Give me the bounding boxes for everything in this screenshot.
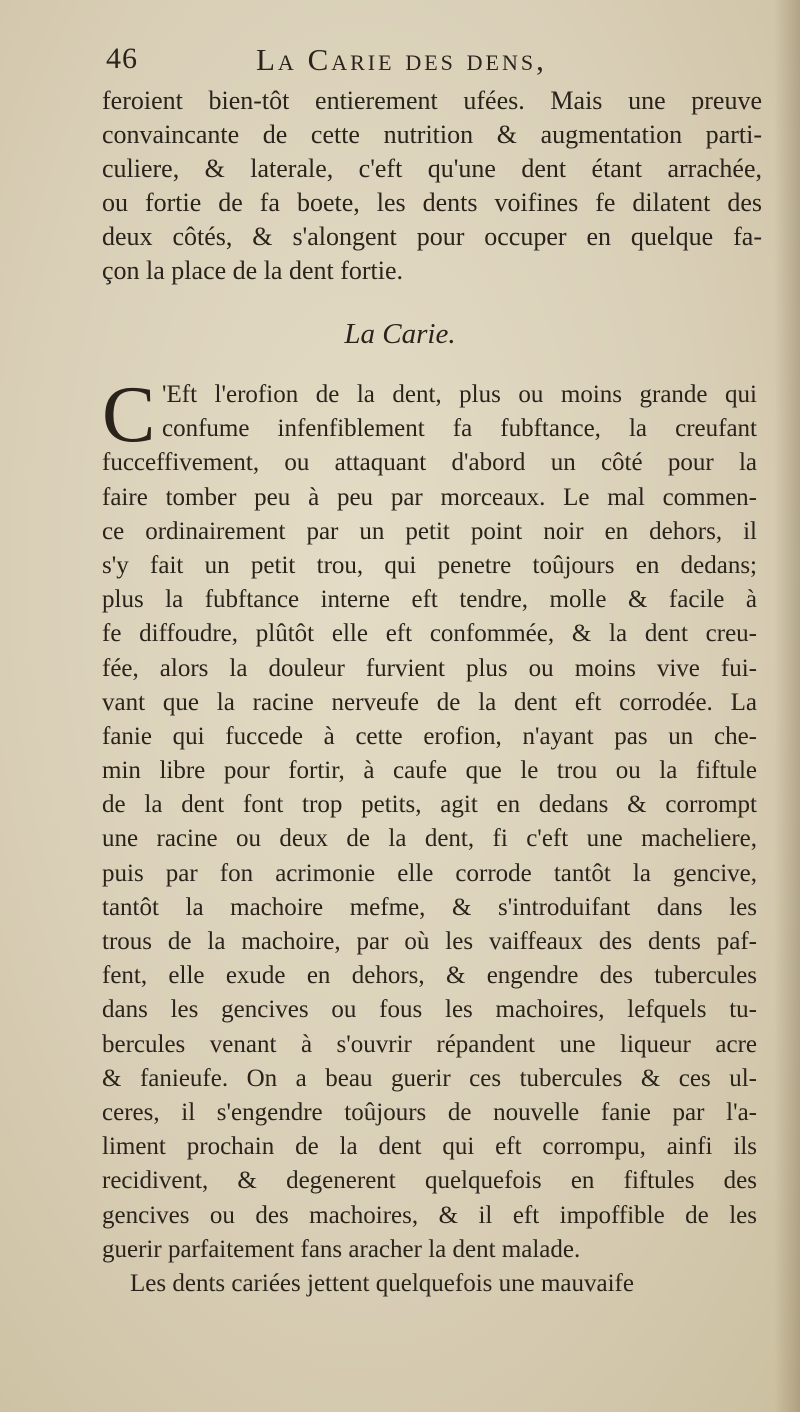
text-line: fucceffivement, ou attaquant d'abord un côté pour la: [102, 449, 757, 477]
text-line: confume infenfiblement fa fubftance, la creufant: [162, 415, 757, 443]
text-line: & fanieufe. On a beau guerir ces tubercules & ces ul-: [102, 1064, 757, 1092]
text-line: gencives ou des machoires, & il eft impoffible de les: [102, 1201, 757, 1229]
text-line: bercules venant à s'ouvrir répandent une liqueur acre: [102, 1030, 757, 1058]
section-heading: La Carie.: [344, 318, 456, 350]
text-line: puis par fon acrimonie elle corrode tantôt la gencive,: [102, 859, 757, 887]
text-line: guerir parfaitement fans aracher la dent malade.: [102, 1235, 581, 1263]
text-line: culiere, & laterale, c'eft qu'une dent étant arrachée,: [102, 154, 762, 183]
text-line: min libre pour fortir, à caufe que le trou ou la fiftule: [102, 757, 757, 785]
text-line: fent, elle exude en dehors, & engendre des tubercules: [102, 962, 757, 990]
text-line: s'y fait un petit trou, qui penetre toûjours en dedans;: [102, 551, 757, 579]
text-line: çon la place de la dent fortie.: [102, 256, 404, 285]
text-line: 'Eft l'erofion de la dent, plus ou moins grande qui: [162, 381, 757, 408]
text-line: une racine ou deux de la dent, fi c'eft une macheliere,: [102, 825, 757, 853]
text-line: ceres, il s'engendre toûjours de nouvelle fanie par l'a-: [102, 1098, 757, 1126]
text-line: deux côtés, & s'alongent pour occuper en quelque fa-: [102, 222, 762, 251]
drop-cap: C: [102, 371, 156, 459]
text-line: ou fortie de fa boete, les dents voifines fe dilatent des: [102, 188, 762, 217]
text-line: convaincante de cette nutrition & augmentation parti-: [102, 120, 762, 149]
text-line: fe diffoudre, plûtôt elle eft confommée, & la dent creu-: [102, 620, 757, 648]
page-edge-shadow: [774, 0, 800, 1412]
text-line: liment prochain de la dent qui eft corrompu, ainfi ils: [102, 1133, 757, 1161]
text-line: plus la fubftance interne eft tendre, molle & facile à: [102, 586, 757, 614]
text-line: trous de la machoire, par où les vaiffeaux des dents paf-: [102, 928, 757, 955]
running-head: [106, 42, 666, 82]
text-line: tantôt la machoire mefme, & s'introduifant dans les: [102, 893, 757, 921]
running-title: La Carie des dens,: [256, 42, 547, 77]
text-line: recidivent, & degenerent quelquefois en fiftules des: [102, 1167, 757, 1195]
text-line: de la dent font trop petits, agit en dedans & corrompt: [102, 791, 757, 819]
page-number: 46: [106, 42, 138, 75]
text-line: fanie qui fuccede à cette erofion, n'ayant pas un che-: [102, 722, 757, 750]
text-line: vant que la racine nerveufe de la dent eft corrodée. La: [102, 688, 757, 716]
text-line: feroient bien-tôt entierement ufées. Mais une preuve: [102, 86, 762, 115]
text-line: faire tomber peu à peu par morceaux. Le mal commen-: [102, 483, 757, 511]
text-line: fée, alors la douleur furvient plus ou moins vive fui-: [102, 654, 757, 682]
text-line: dans les gencives ou fous les machoires, lefquels tu-: [102, 996, 757, 1024]
top-paragraph: [102, 84, 766, 288]
body-paragraph: [102, 371, 766, 1301]
text-line: Les dents cariées jettent quelquefois une mauvaife: [130, 1269, 634, 1297]
text-line: ce ordinairement par un petit point noir en dehors, il: [102, 517, 757, 545]
